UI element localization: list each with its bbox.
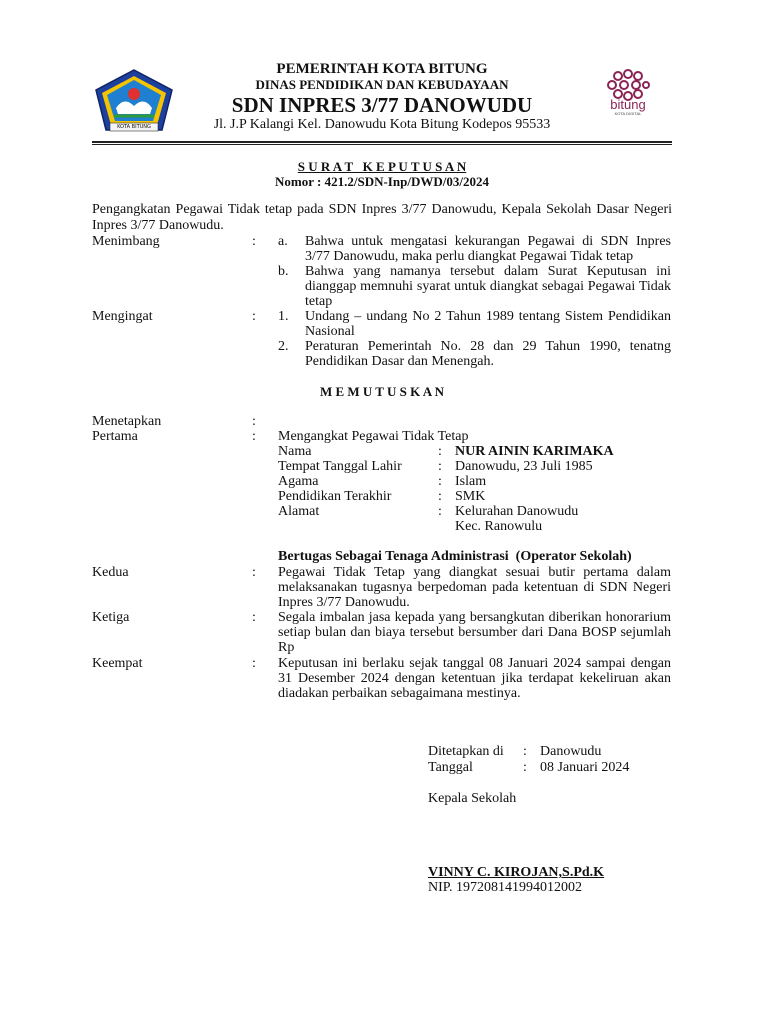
mengingat-marker-1: 1. <box>278 309 289 324</box>
intro-paragraph: Pengangkatan Pegawai Tidak tetap pada SDN Inpres 3/77 Danowudu, Kepala Sekolah Dasar Negeri Inpres 3/77 Danowudu. <box>92 202 672 233</box>
kedua-colon: : <box>252 565 256 580</box>
field-colon-nama: : <box>438 444 442 459</box>
pertama-label: Pertama <box>92 429 138 444</box>
memutuskan-heading: M E M U T U S K A N <box>319 384 445 399</box>
ketiga-colon: : <box>252 610 256 625</box>
mengingat-label: Mengingat <box>92 309 153 324</box>
sign-date-label: Tanggal <box>428 760 473 775</box>
duty-statement: Bertugas Sebagai Tenaga Administrasi (Operator Sekolah) <box>278 549 632 564</box>
menimbang-colon: : <box>252 234 256 249</box>
field-value-pendidikan: SMK <box>455 489 486 504</box>
left-logo-ribbon: KOTA BITUNG <box>117 124 151 130</box>
keempat-colon: : <box>252 656 256 671</box>
sign-name: VINNY C. KIROJAN,S.Pd.K <box>428 865 605 880</box>
sign-date-value: 08 Januari 2024 <box>540 760 630 775</box>
field-key-nama: Nama <box>278 444 312 459</box>
ketiga-text: Segala imbalan jasa kepada yang bersangkutan diberikan honorarium setiap bulan dan biaya tersebut bersumber dari Dana BOSP sejumlah Rp <box>278 610 671 655</box>
keempat-label: Keempat <box>92 656 143 671</box>
field-colon-pendidikan: : <box>438 489 442 504</box>
menetapkan-colon: : <box>252 414 256 429</box>
field-key-agama: Agama <box>278 474 319 489</box>
right-logo <box>598 68 658 118</box>
field-value-ttl: Danowudu, 23 Juli 1985 <box>455 459 593 474</box>
mengingat-marker-2: 2. <box>278 339 289 354</box>
mengingat-item-1: Undang – undang No 2 Tahun 1989 tentang Sistem Pendidikan Nasional <box>305 309 671 339</box>
document-number: Nomor : 421.2/SDN-Inp/DWD/03/2024 <box>275 174 489 189</box>
sign-nip: NIP. 197208141994012002 <box>428 880 583 895</box>
menimbang-marker-b: b. <box>278 264 289 279</box>
header-address: Jl. J.P Kalangi Kel. Danowudu Kota Bitung Kodepos 95533 <box>213 117 551 132</box>
left-logo <box>92 68 176 134</box>
header-school: SDN INPRES 3/77 DANOWUDU <box>231 93 533 117</box>
document-title: S U R A T K E P U T U S A N <box>297 159 467 174</box>
mengingat-colon: : <box>252 309 256 324</box>
field-colon-agama: : <box>438 474 442 489</box>
sign-place-colon: : <box>523 744 527 759</box>
field-colon-alamat: : <box>438 504 442 519</box>
header-gov: PEMERINTAH KOTA BITUNG <box>276 61 488 77</box>
header-divider <box>92 141 672 143</box>
header-dept: DINAS PENDIDIKAN DAN KEBUDAYAAN <box>255 77 509 92</box>
keempat-text: Keputusan ini berlaku sejak tanggal 08 Januari 2024 sampai dengan 31 Desember 2024 dengan ketentuan jika terdapat kekeliruan akan diadakan perbaikan sebagaimana mestinya. <box>278 656 671 701</box>
menimbang-label: Menimbang <box>92 234 160 249</box>
pertama-colon: : <box>252 429 256 444</box>
sign-position: Kepala Sekolah <box>428 791 517 806</box>
menimbang-marker-a: a. <box>278 234 288 249</box>
field-value-alamat-line2: Kec. Ranowulu <box>455 519 543 534</box>
sign-place-label: Ditetapkan di <box>428 744 504 759</box>
field-key-pendidikan: Pendidikan Terakhir <box>278 489 392 504</box>
menetapkan-label: Menetapkan <box>92 414 162 429</box>
right-logo-sub: KOTA DIGITAL <box>614 111 642 116</box>
kedua-label: Kedua <box>92 565 129 580</box>
right-logo-text: bitung <box>610 97 646 112</box>
field-colon-ttl: : <box>438 459 442 474</box>
field-value-alamat: Kelurahan Danowudu <box>455 504 579 519</box>
field-key-alamat: Alamat <box>278 504 320 519</box>
field-key-ttl: Tempat Tanggal Lahir <box>278 459 402 474</box>
kedua-text: Pegawai Tidak Tetap yang diangkat sesuai butir pertama dalam melaksanakan tugasnya berpedoman pada ketentuan di SDN Negeri Inpres 3/77 Danowudu. <box>278 565 671 610</box>
pertama-text: Mengangkat Pegawai Tidak Tetap <box>278 429 469 444</box>
mengingat-item-2: Peraturan Pemerintah No. 28 dan 29 Tahun 1990, tenatng Pendidikan Dasar dan Menengah. <box>305 339 671 369</box>
menimbang-item-b: Bahwa yang namanya tersebut dalam Surat Keputusan ini dianggap memnuhi syarat untuk diangkat sebagai Pegawai Tidak tetap <box>305 264 671 309</box>
header-divider-thin <box>92 144 672 145</box>
ketiga-label: Ketiga <box>92 610 130 625</box>
sign-place-value: Danowudu <box>540 744 602 759</box>
field-value-agama: Islam <box>455 474 487 489</box>
sign-date-colon: : <box>523 760 527 775</box>
field-value-nama: NUR AININ KARIMAKA <box>455 444 614 459</box>
menimbang-item-a: Bahwa untuk mengatasi kekurangan Pegawai di SDN Inpres 3/77 Danowudu, maka perlu diangkat Pegawai Tidak tetap <box>305 234 671 264</box>
